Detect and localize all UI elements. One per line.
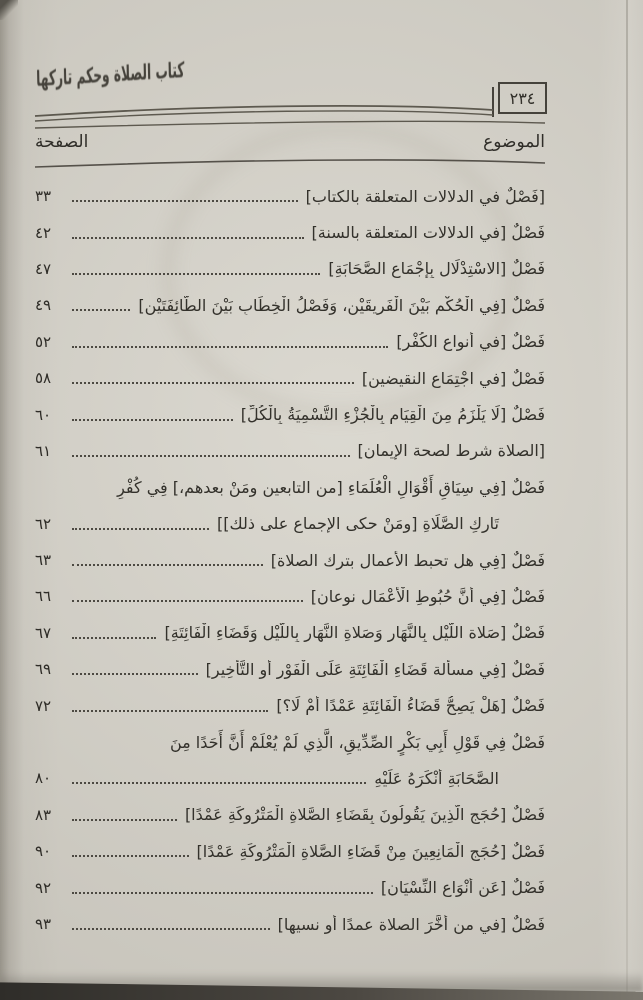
toc-entry-text-line1: فَصْلٌ [فِي سِيَاقِ أَقْوَالِ الْعُلَمَاءِ [من التابعين ومَنْ بعدهم،] فِي كُفْرِ bbox=[117, 477, 545, 497]
dot-leader bbox=[72, 673, 198, 675]
toc-entry-page-number: ٩٠ bbox=[35, 842, 52, 861]
toc-entry-text: فَصْلٌ [حُجَج الَّذِينَ يَقُولُونَ بِقَضَاءِ الصَّلاةِ الْمَتْرُوكَةِ عَمْدًا] bbox=[184, 805, 545, 825]
toc-entry-text: فَصْلٌ [في أنواع الكُفْرِ] bbox=[396, 332, 545, 352]
toc-entry bbox=[35, 396, 545, 432]
toc-entry-page-number: ٦١ bbox=[35, 441, 52, 460]
toc-entry-page-number: ٦٢ bbox=[35, 514, 52, 533]
dot-leader bbox=[72, 273, 320, 275]
toc-entry-text: فَصْلٌ [هَلْ يَصِحُّ قَضَاءُ الْفَائِتَةِ عَمْدًا أَمْ لَا؟] bbox=[276, 696, 545, 716]
toc-entry-text: فَصْلٌ [فِي هل تحبط الأعمال بترك الصلاة] bbox=[270, 550, 545, 570]
toc-entry-page-number: ٧٢ bbox=[35, 696, 52, 715]
toc-entry-text: فَصْلٌ [حُجَج الْمَانِعِينَ مِنْ قَضَاءِ الصَّلاةِ الْمَتْرُوكَةِ عَمْدًا] bbox=[196, 841, 545, 861]
toc-list bbox=[35, 178, 545, 942]
toc-entry bbox=[35, 469, 545, 542]
toc-entry bbox=[35, 724, 545, 797]
toc-entry bbox=[35, 833, 545, 869]
dot-leader bbox=[72, 819, 177, 821]
dot-leader bbox=[72, 309, 130, 311]
dot-leader bbox=[72, 892, 373, 894]
toc-entry bbox=[35, 651, 545, 687]
toc-entry-text: تَارِكِ الصَّلَاةِ [ومَنْ حكى الإجماع على ذلك]] bbox=[217, 514, 499, 534]
dot-leader bbox=[72, 564, 263, 566]
toc-entry-page-number: ٨٣ bbox=[35, 805, 52, 824]
toc-entry-page-number: ٣٣ bbox=[35, 187, 52, 206]
toc-entry-page-number: ٦٩ bbox=[35, 660, 52, 679]
dot-leader bbox=[72, 710, 268, 712]
dot-leader bbox=[72, 782, 366, 784]
toc-entry-text: [الصلاة شرط لصحة الإيمان] bbox=[357, 441, 545, 461]
toc-entry bbox=[35, 615, 545, 651]
dot-leader bbox=[72, 200, 298, 202]
dot-leader bbox=[72, 419, 233, 421]
dot-leader bbox=[72, 455, 350, 457]
page-number-box bbox=[498, 82, 547, 114]
toc-entry-text: فَصْلٌ [فِي مسألة قَضَاءِ الْفَائِتَةِ عَلَى الْفَوْرِ أَو التَّأْخِيرِ] bbox=[205, 659, 545, 679]
toc-entry-page-number: ٨٠ bbox=[35, 769, 52, 788]
toc-entry-text: الصَّحَابَةِ أَنْكَرَهُ عَلَيْهِ bbox=[374, 768, 499, 788]
toc-entry-text: [فَصْلٌ في الدلالات المتعلقة بالكتاب] bbox=[305, 186, 545, 206]
toc-entry-text: فَصْلٌ [في الدلالات المتعلقة بالسنة] bbox=[311, 223, 545, 243]
toc-entry bbox=[35, 687, 545, 723]
page-crease-right bbox=[626, 0, 628, 1000]
toc-entry-text: فَصْلٌ [في من أَخَّرَ الصلاة عمدًا أو نسيها] bbox=[277, 914, 545, 934]
toc-entry bbox=[35, 869, 545, 905]
dot-leader bbox=[72, 928, 270, 930]
photo-corner-shadow-top-left bbox=[0, 0, 18, 20]
toc-entry-text: فَصْلٌ [في اجْتِمَاعِ النقيضين] bbox=[361, 368, 545, 388]
dot-leader bbox=[72, 528, 209, 530]
toc-entry-text: فَصْلٌ [الاسْتِدْلَال بِإِجْمَاعِ الصَّحَابَةِ] bbox=[328, 259, 545, 279]
toc-entry bbox=[35, 797, 545, 833]
toc-entry-text: فَصْلٌ [لَا يَلْزَمُ مِنَ الْقِيَامِ بِالْجُزْءِ التَّسْمِيَةُ بِالْكُلِّ] bbox=[240, 405, 545, 425]
toc-entry bbox=[35, 578, 545, 614]
toc-entry-text-line1: فَصْلٌ فِي قَوْلِ أَبِي بَكْرٍ الصِّدِّيقِ، الَّذِي لَمْ يُعْلَمْ أَنَّ أَحَدًا مِنَ bbox=[169, 732, 545, 752]
pagenum-box-tick bbox=[492, 87, 494, 117]
photo-corner-shadow-top-right bbox=[633, 0, 643, 10]
running-title-calligraphy: كتاب الصلاة وحكم تاركها bbox=[35, 58, 185, 93]
toc-entry-page-number: ٩٢ bbox=[35, 878, 52, 897]
toc-entry-page-number: ٦٧ bbox=[35, 623, 52, 642]
toc-entry-page-number: ٤٧ bbox=[35, 259, 52, 278]
toc-entry-page-number: ٥٨ bbox=[35, 369, 52, 388]
dot-leader bbox=[72, 382, 354, 384]
toc-entry bbox=[35, 906, 545, 942]
dot-leader bbox=[72, 346, 388, 348]
toc-entry-text: فَصْلٌ [فِي الْحُكْم بَيْنَ الْفَرِيقَيْنِ، وَفَصْلُ الْخِطَابِ بَيْنَ الطَّائِفَتَيْنِ] bbox=[138, 295, 545, 315]
toc-entry-text: فَصْلٌ [عَن أَنْوَاعِ النِّسْيَانِ] bbox=[380, 878, 545, 898]
toc-entry bbox=[35, 360, 545, 396]
toc-entry-page-number: ٦٣ bbox=[35, 551, 52, 570]
toc-entry-page-number: ٤٢ bbox=[35, 223, 52, 242]
column-headers bbox=[35, 132, 545, 152]
dot-leader bbox=[72, 600, 303, 602]
column-header-subject: الموضوع bbox=[483, 132, 545, 152]
dot-leader bbox=[72, 637, 156, 639]
toc-entry-page-number: ٤٩ bbox=[35, 296, 52, 315]
column-header-page: الصفحة bbox=[35, 132, 89, 152]
toc-entry bbox=[35, 287, 545, 323]
toc-entry-text: فَصْلٌ [فِي أَنَّ حُبُوطِ الْأَعْمَالِ نوعان] bbox=[310, 586, 545, 606]
page-number: ٢٣٤ bbox=[509, 88, 536, 108]
toc-entry-page-number: ٦٦ bbox=[35, 587, 52, 606]
toc-entry bbox=[35, 324, 545, 360]
toc-entry bbox=[35, 214, 545, 250]
toc-entry bbox=[35, 542, 545, 578]
dot-leader bbox=[72, 237, 304, 239]
toc-entry-text: فَصْلٌ [صَلاة اللَّيْلِ بِالنَّهَارِ وَصَلاةِ النَّهَارِ بِاللَّيْلِ وَقَضَاءِ الْفَائِتَةِ] bbox=[164, 623, 545, 643]
toc-entry-page-number: ٥٢ bbox=[35, 332, 52, 351]
toc-entry bbox=[35, 251, 545, 287]
dot-leader bbox=[72, 855, 189, 857]
toc-entry-page-number: ٦٠ bbox=[35, 405, 52, 424]
toc-entry bbox=[35, 178, 545, 214]
toc-entry bbox=[35, 433, 545, 469]
toc-entry-page-number: ٩٣ bbox=[35, 915, 52, 933]
